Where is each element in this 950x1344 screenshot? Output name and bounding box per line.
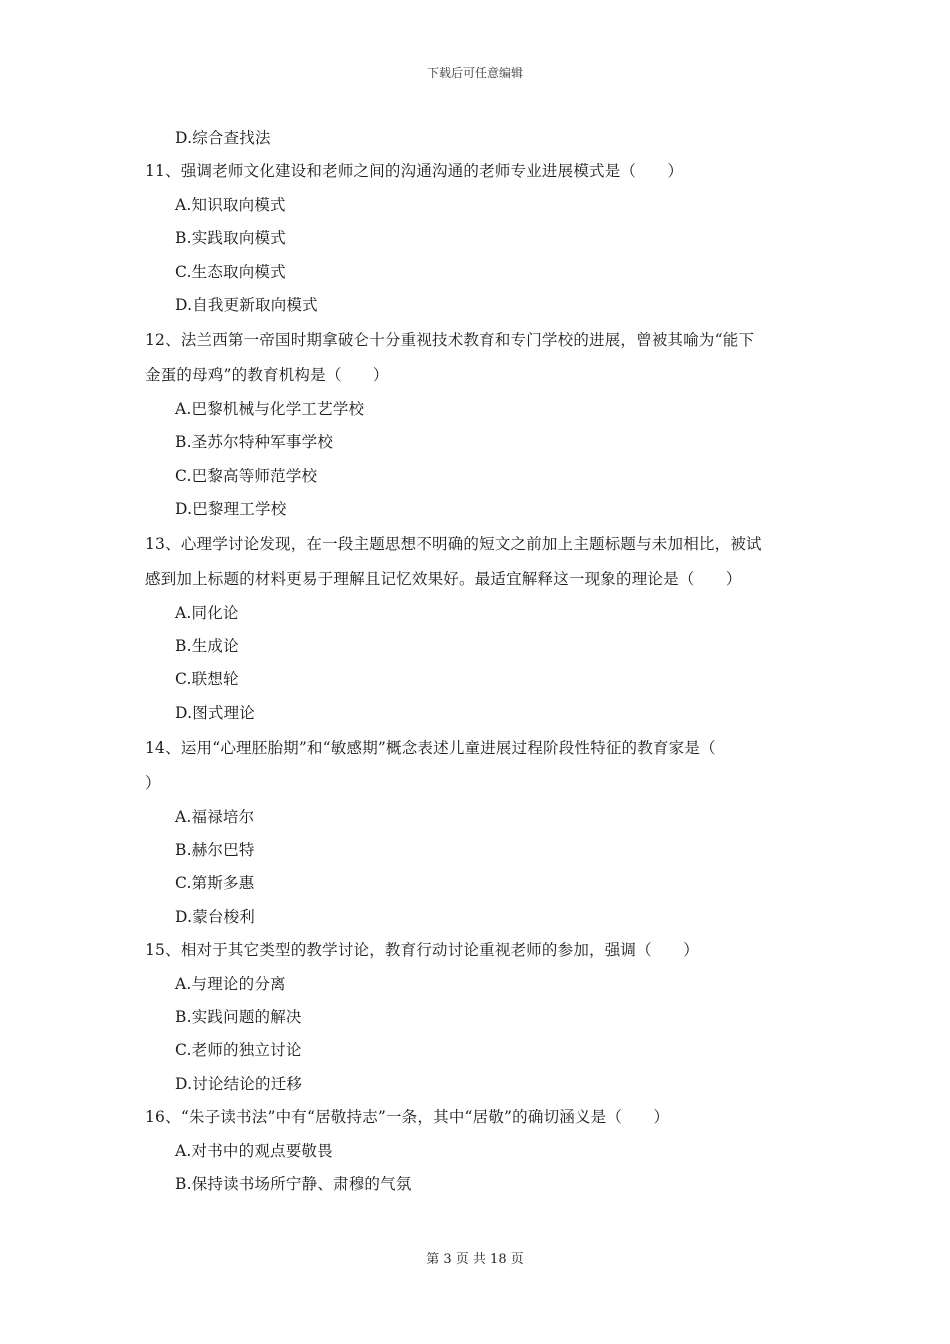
answer-option: C.老师的独立讨论	[175, 1041, 302, 1060]
answer-option: A.与理论的分离	[175, 974, 286, 993]
answer-option: D.图式理论	[175, 703, 256, 722]
question-text: 感到加上标题的材料更易于理解且记忆效果好。最适宜解释这一现象的理论是（ ）	[145, 570, 742, 589]
question-text: 13、心理学讨论发现，在一段主题思想不明确的短文之前加上主题标题与未加相比，被试	[145, 535, 762, 554]
answer-option: C.联想轮	[175, 670, 239, 689]
answer-option: B.实践问题的解决	[175, 1007, 302, 1026]
answer-option: D.巴黎理工学校	[175, 499, 287, 518]
question-text: 16、“朱子读书法”中有“居敬持志”一条，其中“居敬”的确切涵义是（ ）	[145, 1108, 670, 1127]
answer-option: A.对书中的观点要敬畏	[175, 1141, 333, 1160]
answer-option: B.保持读书场所宁静、肃穆的气氛	[175, 1174, 412, 1193]
question-content	[145, 122, 810, 1201]
question-text: 12、法兰西第一帝国时期拿破仑十分重视技术教育和专门学校的进展，曾被其喻为“能下	[145, 331, 755, 350]
answer-option: B.赫尔巴特	[175, 841, 255, 860]
question-text: 14、运用“心理胚胎期”和“敏感期”概念表述儿童进展过程阶段性特征的教育家是（	[145, 739, 716, 758]
answer-option: C.第斯多惠	[175, 874, 255, 893]
answer-option: D.综合查找法	[175, 129, 271, 147]
answer-option: A.知识取向模式	[175, 195, 286, 214]
answer-option: A.巴黎机械与化学工艺学校	[175, 399, 365, 418]
answer-option: D.自我更新取向模式	[175, 295, 318, 314]
answer-option: A.同化论	[175, 603, 239, 622]
answer-option: B.实践取向模式	[175, 229, 286, 248]
answer-option: B.生成论	[175, 637, 239, 656]
answer-option: C.巴黎高等师范学校	[175, 466, 318, 485]
question-text: 金蛋的母鸡”的教育机构是（ ）	[145, 366, 389, 385]
question-text: 15、相对于其它类型的教学讨论，教育行动讨论重视老师的参加，强调（ ）	[145, 941, 699, 960]
answer-option: C.生态取向模式	[175, 262, 286, 281]
page-footer: 第 3 页 共 18 页	[426, 1252, 524, 1267]
answer-option: A.福禄培尔	[175, 807, 255, 826]
question-text: ）	[145, 774, 161, 793]
answer-option: D.蒙台梭利	[175, 907, 256, 926]
question-text: 11、强调老师文化建设和老师之间的沟通沟通的老师专业进展模式是（ ）	[145, 162, 684, 181]
answer-option: D.讨论结论的迁移	[175, 1074, 303, 1093]
page-header: 下载后可任意编辑	[426, 66, 523, 80]
answer-option: B.圣苏尔特种军事学校	[175, 433, 334, 452]
